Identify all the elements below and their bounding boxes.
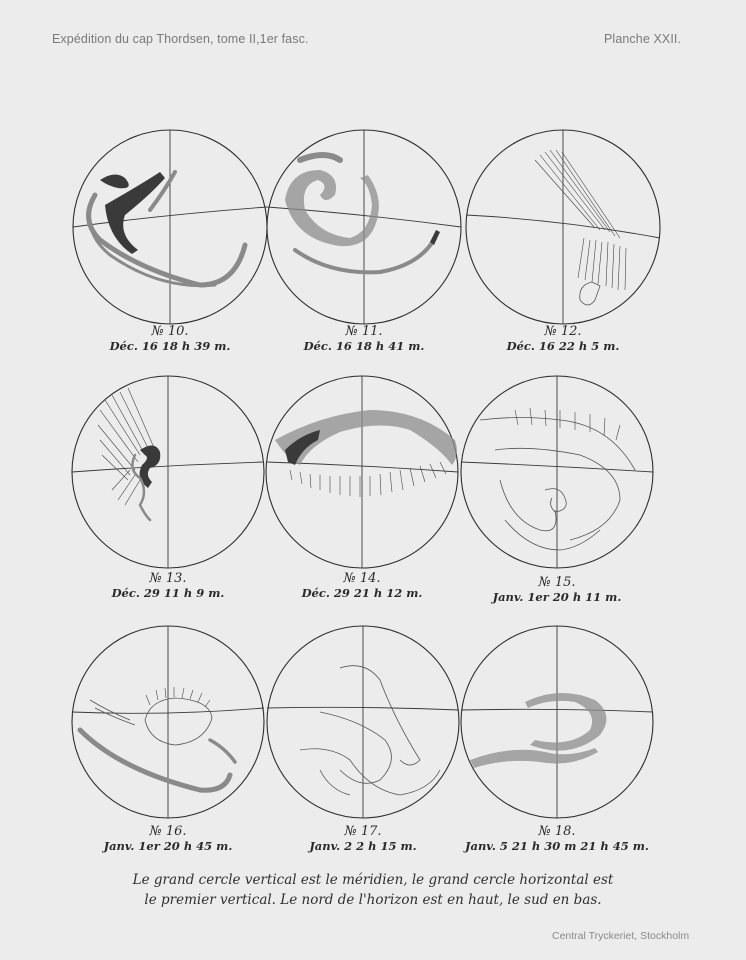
- figure-15-date: Janv. 1er 20 h 11 m.: [492, 590, 622, 604]
- figure-13-label: [68, 572, 268, 600]
- figure-14-date: Déc. 29 21 h 12 m.: [301, 586, 423, 600]
- figure-10-number: № 10.: [151, 324, 189, 339]
- figure-15-disc: [461, 376, 653, 568]
- figure-18-date: Janv. 5 21 h 30 m 21 h 45 m.: [465, 839, 649, 853]
- figure-17-date: Janv. 2 2 h 15 m.: [309, 839, 417, 853]
- figure-16-label: [68, 825, 268, 853]
- figure-10-date: Déc. 16 18 h 39 m.: [109, 339, 231, 353]
- figure-10-label: [70, 325, 270, 353]
- figure-17-number: № 17.: [344, 824, 382, 839]
- figure-12-date: Déc. 16 22 h 5 m.: [506, 339, 620, 353]
- figure-18-number: № 18.: [538, 824, 576, 839]
- printer-imprint: Central Tryckeriet, Stockholm: [552, 930, 690, 942]
- plate-number: Planche XXII.: [604, 32, 682, 46]
- figure-18-label: [457, 825, 657, 853]
- figure-13-date: Déc. 29 11 h 9 m.: [111, 586, 225, 600]
- figure-16-date: Janv. 1er 20 h 45 m.: [103, 839, 233, 853]
- figure-10-disc: [73, 130, 267, 324]
- figure-12-number: № 12.: [544, 324, 582, 339]
- figure-13-disc: [72, 376, 264, 568]
- figure-14-label: [262, 572, 462, 600]
- figure-16-number: № 16.: [149, 824, 187, 839]
- figure-17-disc: [267, 626, 459, 818]
- figure-17-label: [263, 825, 463, 853]
- figure-11-number: № 11.: [345, 324, 383, 339]
- figure-16-disc: [72, 626, 264, 818]
- figure-11-date: Déc. 16 18 h 41 m.: [303, 339, 425, 353]
- figure-12-label: [463, 325, 663, 353]
- figure-18-disc: [461, 626, 653, 818]
- figure-11-label: [264, 325, 464, 353]
- figure-14-number: № 14.: [343, 571, 381, 586]
- caption-line-1: Le grand cercle vertical est le méridien, le grand cercle horizontal est: [132, 872, 614, 888]
- figure-11-disc: [267, 130, 461, 324]
- figure-14-disc: [266, 376, 458, 568]
- caption-line-2: le premier vertical. Le nord de l'horizon est en haut, le sud en bas.: [144, 892, 602, 908]
- figure-12-disc: [466, 130, 660, 324]
- figure-15-number: № 15.: [538, 575, 576, 590]
- figure-15-label: [457, 576, 657, 604]
- figure-13-number: № 13.: [149, 571, 187, 586]
- plate-header-left: Expédition du cap Thordsen, tome II,1er fasc.: [52, 32, 309, 46]
